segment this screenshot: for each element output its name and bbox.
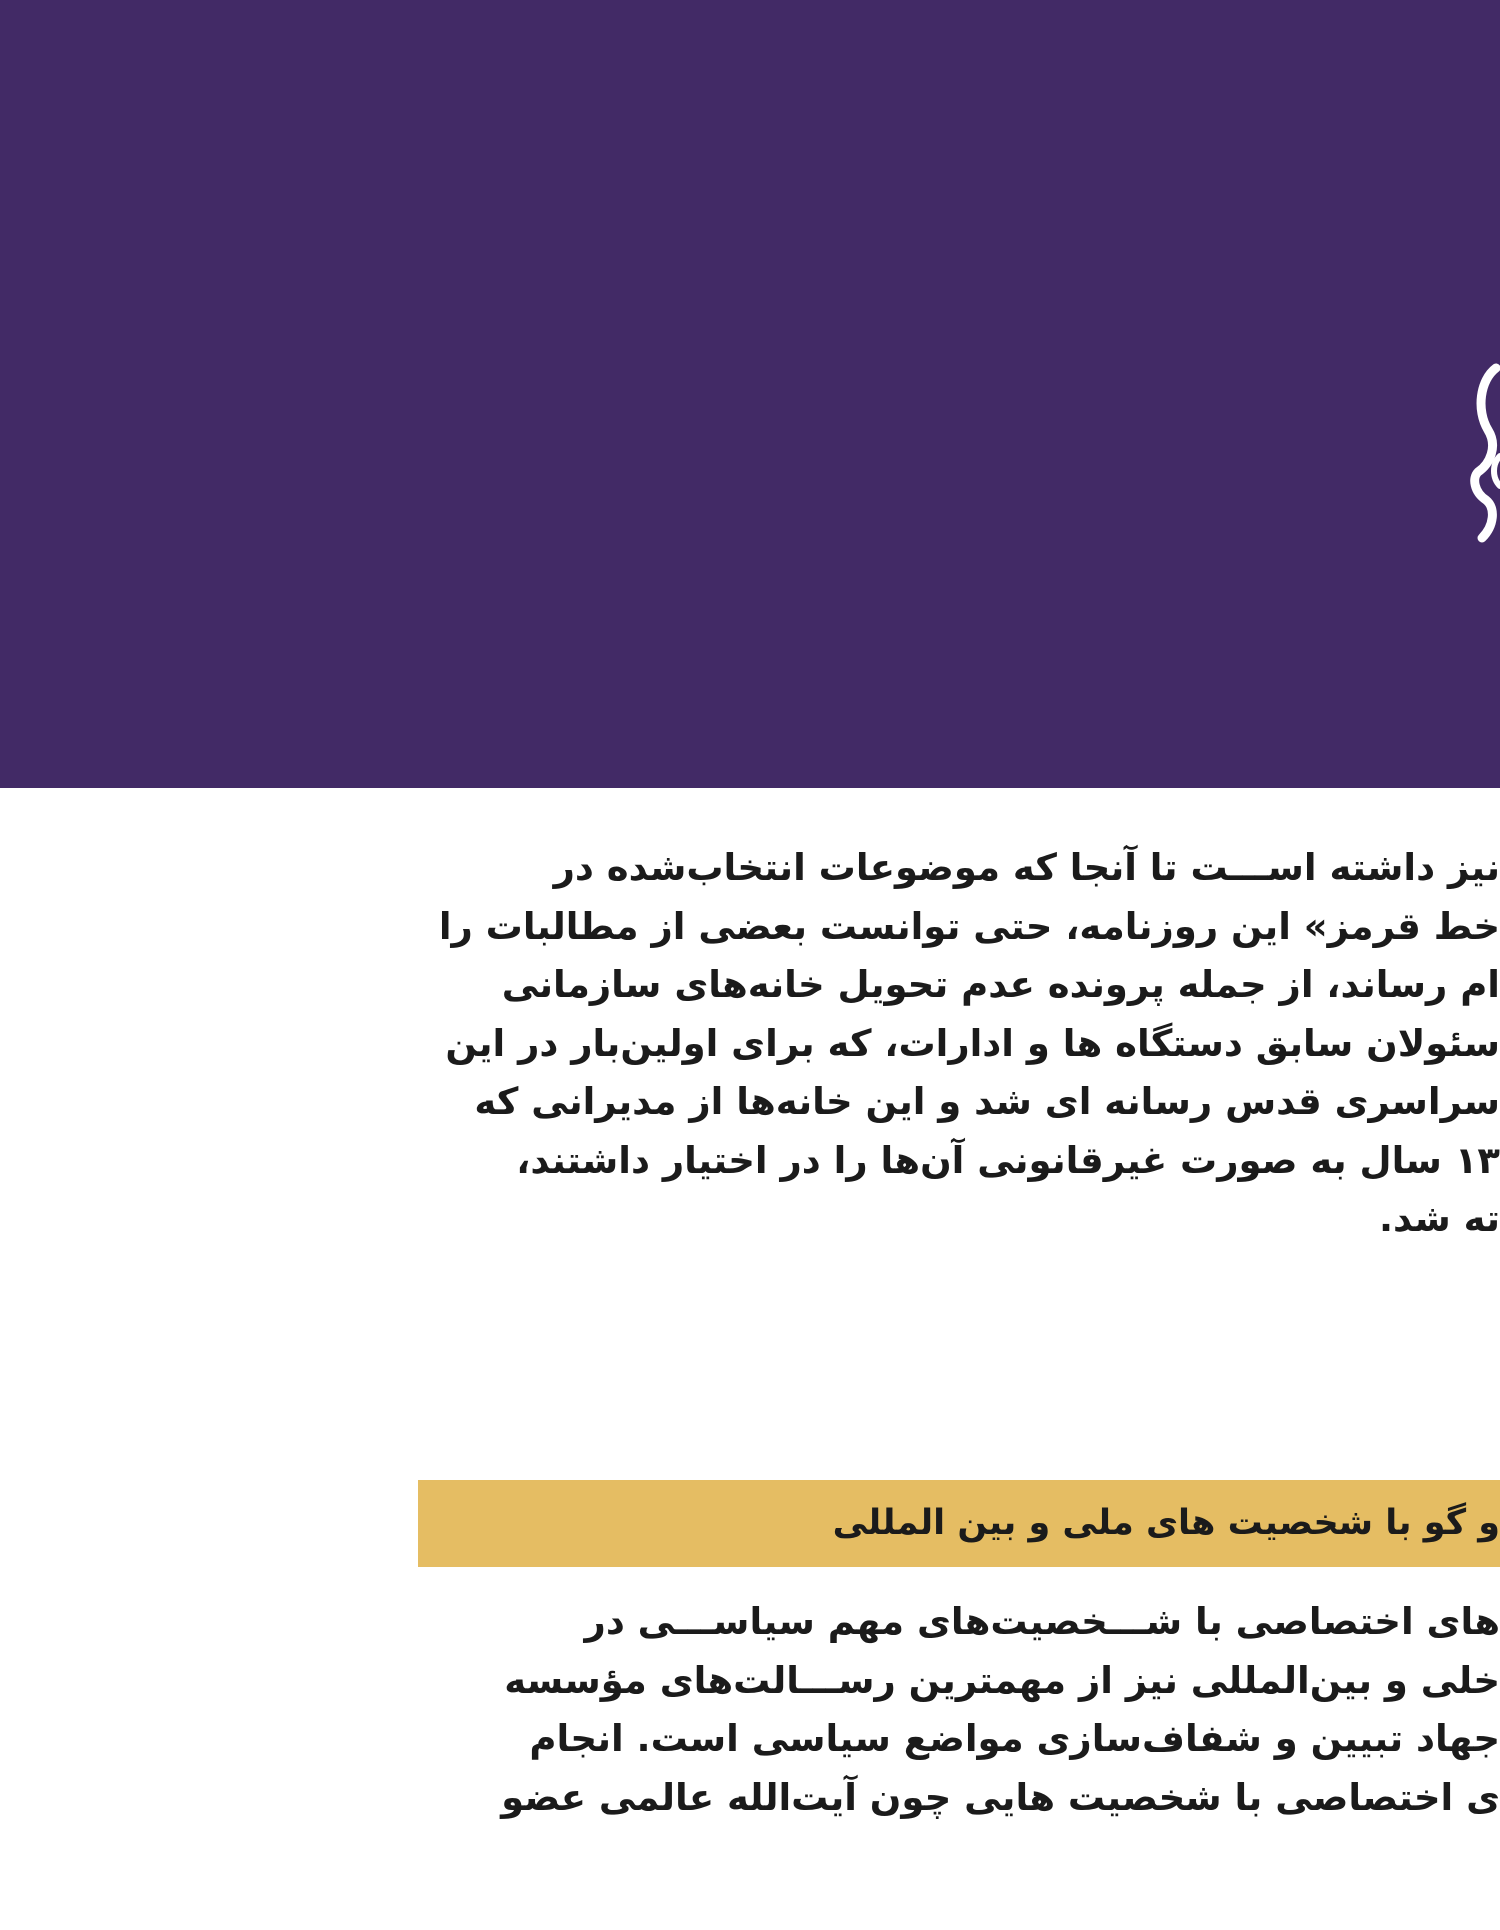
section-heading-bar bbox=[418, 1480, 1500, 1567]
section-heading: و گو با شخصیت های ملی و بین المللی bbox=[832, 1503, 1500, 1543]
calligraphy-flourish-icon bbox=[1470, 360, 1500, 560]
header-band bbox=[0, 0, 1500, 788]
paragraph-line: سئولان سابق دستگاه ها و ادارات، که برای اولین‌بار در این bbox=[445, 1021, 1500, 1065]
paragraph-line: ی اختصاصی با شخصیت هایی چون آیت‌الله عالمی عضو bbox=[501, 1775, 1500, 1819]
paragraph-line: ته شد. bbox=[1378, 1197, 1500, 1240]
paragraph-line: خلی و بین‌المللی نیز از مهمترین رســـالت‌های مؤسسه bbox=[504, 1658, 1500, 1702]
article-paragraph bbox=[418, 1593, 1500, 1827]
paragraph-line: نیز داشته اســـت تا آنجا که موضوعات انتخاب‌شده در bbox=[553, 846, 1500, 889]
paragraph-line: ۱۳ سال به صورت غیرقانونی آن‌ها را در اختیار داشتند، bbox=[516, 1138, 1500, 1182]
article-paragraph bbox=[418, 839, 1500, 1249]
paragraph-line: جهاد تبیین و شفاف‌سازی مواضع سیاسی است. انجام bbox=[529, 1717, 1500, 1760]
paragraph-line: ام رساند، از جمله پرونده عدم تحویل خانه‌های سازمانی bbox=[501, 963, 1500, 1006]
paragraph-line: ‌های اختصاصی با شـــخصیت‌های مهم سیاســـی در bbox=[584, 1600, 1500, 1643]
paragraph-line: خط قرمز» این روزنامه، حتی توانست بعضی از مطالبات را bbox=[438, 904, 1500, 948]
paragraph-line: سراسری قدس رسانه ای شد و این خانه‌ها از مدیرانی که bbox=[474, 1080, 1500, 1123]
